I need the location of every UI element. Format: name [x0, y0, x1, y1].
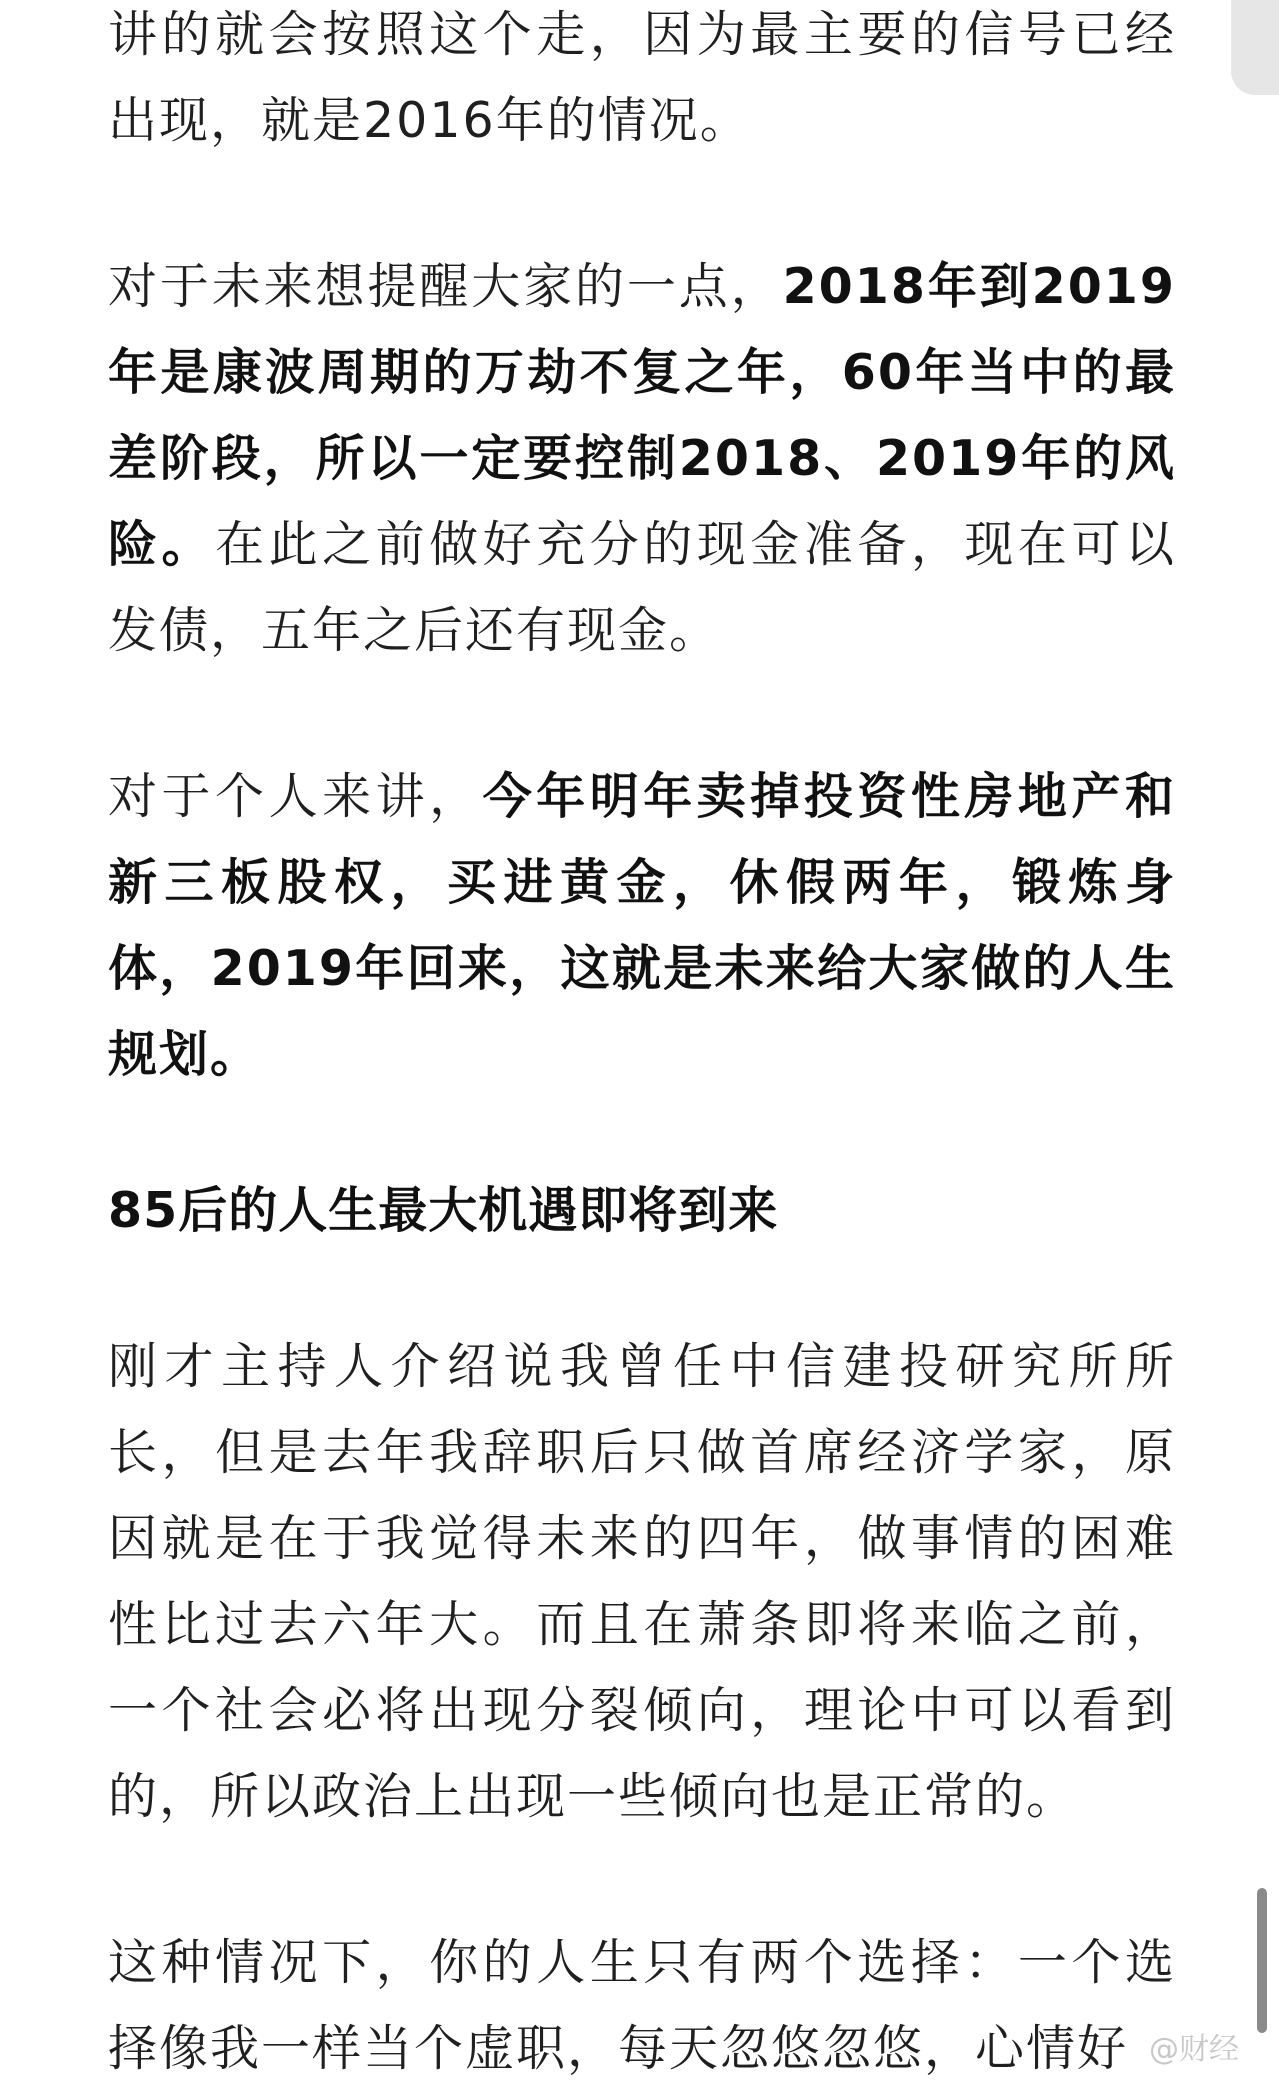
paragraph-1: 讲的就会按照这个走，因为最主要的信号已经出现，就是2016年的情况。 — [108, 6, 1176, 149]
paragraph-3 — [108, 754, 1176, 1098]
section-heading: 85后的人生最大机遇即将到来 — [108, 1182, 779, 1239]
paragraph-2-text-start: 对于未来想提醒大家的一点， — [108, 258, 783, 315]
scroll-top-pill[interactable] — [1231, 0, 1279, 95]
paragraph-2-bold: 2018年到2019年是康波周期的万劫不复之年，60年当中的最差阶段，所以一定要控制2018、2019年的风险。 — [108, 258, 1176, 573]
scrollbar-thumb[interactable] — [1257, 1888, 1267, 2033]
paragraph-2-text-end: 在此之前做好充分的现金准备，现在可以发债，五年之后还有现金。 — [108, 516, 1176, 659]
paragraph-3-bold: 今年明年卖掉投资性房地产和新三板股权，买进黄金，休假两年，锻炼身体，2019年回来，这就是未来给大家做的人生规划。 — [108, 768, 1176, 1083]
paragraph-2 — [108, 244, 1176, 674]
article-body — [108, 0, 1176, 2092]
paragraph-3-text-start: 对于个人来讲， — [108, 768, 483, 825]
watermark: @财经 — [1149, 2032, 1239, 2067]
paragraph-5: 这种情况下，你的人生只有两个选择：一个选择像我一样当个虚职，每天忽悠忽悠，心情好 — [108, 1934, 1176, 2077]
paragraph-4: 刚才主持人介绍说我曾任中信建投研究所所长，但是去年我辞职后只做首席经济学家，原因就是在于我觉得未来的四年，做事情的困难性比过去六年大。而且在萧条即将来临之前，一个社会必将出现分裂倾向，理论中可以看到的，所以政治上出现一些倾向也是正常的。 — [108, 1338, 1176, 1825]
